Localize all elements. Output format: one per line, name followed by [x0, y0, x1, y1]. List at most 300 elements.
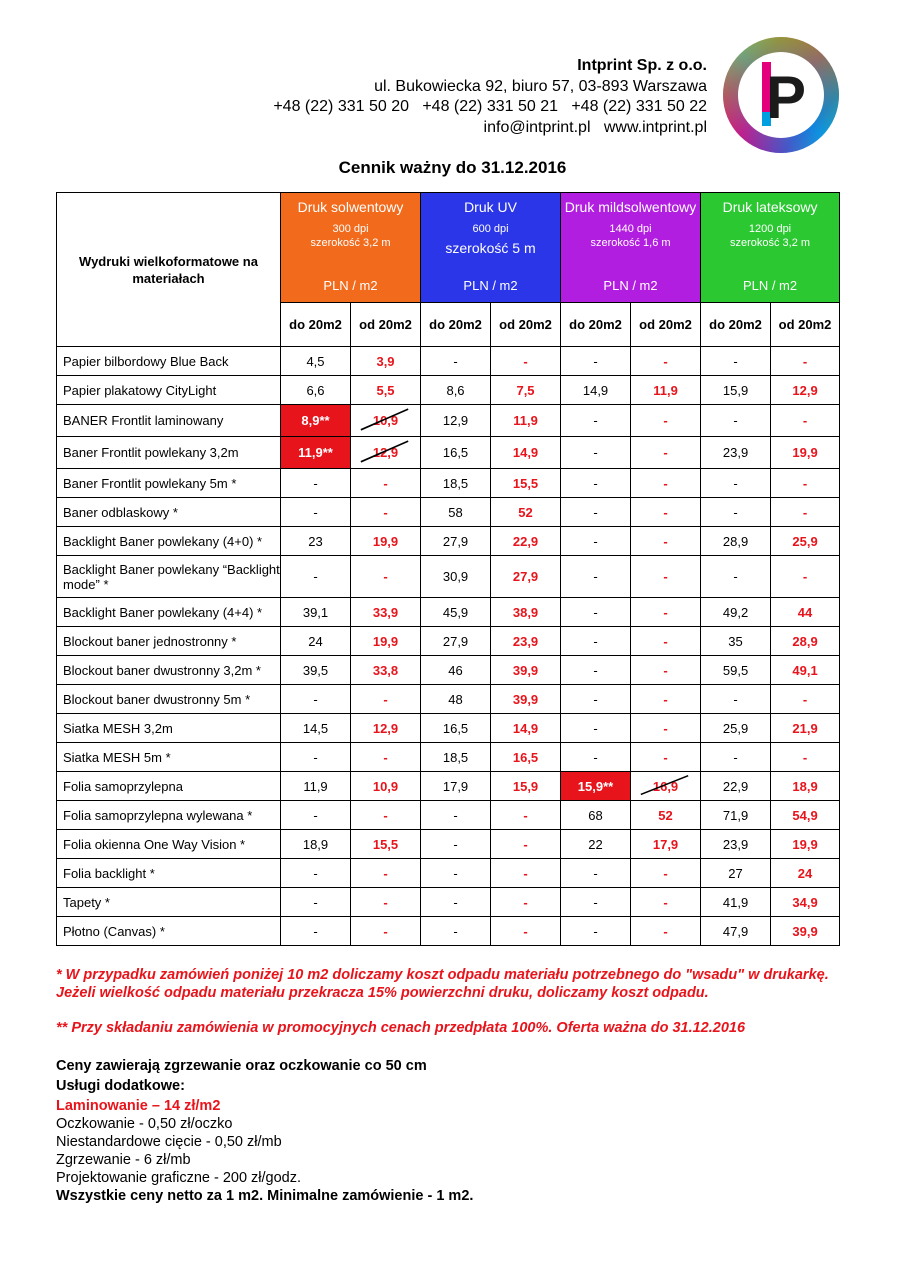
- price-value: -: [802, 475, 808, 491]
- tech-width: szerokość 5 m: [445, 240, 536, 256]
- price-cell: [281, 859, 351, 888]
- price-value: 11,9: [653, 382, 678, 398]
- price-cell: [561, 656, 631, 685]
- price-cell: [281, 801, 351, 830]
- material-name: Siatka MESH 5m *: [57, 743, 281, 772]
- tech-dpi: 1440 dpi: [609, 223, 652, 235]
- price-cell: [771, 888, 840, 917]
- price-value: 5,5: [376, 382, 395, 398]
- price-cell: [491, 469, 561, 498]
- price-value: -: [523, 836, 528, 852]
- price-cell: [491, 627, 561, 656]
- old-price: [631, 772, 701, 801]
- price-value: -: [733, 691, 738, 707]
- price-value: 14,5: [302, 720, 329, 736]
- table-row: [57, 772, 840, 801]
- price-value: -: [663, 633, 668, 649]
- company-contact: info@intprint.pl www.intprint.pl: [483, 118, 707, 136]
- price-value: 18,5: [442, 475, 469, 491]
- price-cell: [561, 527, 631, 556]
- price-cell: [491, 685, 561, 714]
- price-cell: [701, 598, 771, 627]
- price-value: -: [663, 662, 668, 678]
- price-cell: [491, 498, 561, 527]
- price-value: -: [453, 807, 458, 823]
- price-value: 22,9: [722, 778, 749, 794]
- price-cell: [421, 405, 491, 437]
- price-cell: [351, 556, 421, 598]
- price-value: 18,9: [792, 778, 818, 794]
- price-cell: [631, 376, 701, 405]
- service-item: Projektowanie graficzne - 200 zł/godz.: [56, 1170, 302, 1186]
- price-value: -: [313, 865, 318, 881]
- price-cell: [561, 347, 631, 376]
- final-note: Wszystkie ceny netto za 1 m2. Minimalne zamówienie - 1 m2.: [56, 1188, 474, 1204]
- price-value: -: [383, 923, 388, 939]
- price-cell: [491, 772, 561, 801]
- price-cell: [351, 656, 421, 685]
- company-address: ul. Bukowiecka 92, biuro 57, 03-893 Warszawa: [374, 77, 707, 95]
- price-value: 44: [797, 604, 813, 620]
- price-value: 8,6: [446, 382, 465, 398]
- price-value: -: [453, 836, 458, 852]
- price-cell: [281, 888, 351, 917]
- price-value: 16,9: [652, 778, 679, 794]
- price-cell: [421, 830, 491, 859]
- price-cell: [351, 859, 421, 888]
- logo-letter: P: [765, 64, 807, 131]
- price-cell: [281, 656, 351, 685]
- qty-header: od 20m2: [351, 303, 421, 347]
- footnotes: [56, 966, 846, 1037]
- price-cell: [701, 801, 771, 830]
- price-cell: [491, 437, 561, 469]
- price-cell: [491, 527, 561, 556]
- price-value: -: [383, 894, 388, 910]
- price-value: -: [383, 749, 388, 765]
- price-value: 46: [448, 662, 463, 678]
- price-value: 39,9: [512, 691, 539, 707]
- price-value: -: [663, 604, 668, 620]
- price-cell: [701, 376, 771, 405]
- price-cell: [771, 627, 840, 656]
- price-value: -: [593, 504, 598, 520]
- price-value: -: [802, 504, 808, 520]
- price-cell: [281, 376, 351, 405]
- price-cell: [771, 437, 840, 469]
- price-value: -: [593, 604, 598, 620]
- price-cell: [351, 598, 421, 627]
- price-cell: [771, 830, 840, 859]
- material-name: Backlight Baner powlekany “Backlight mode” *: [57, 556, 281, 598]
- price-value: 19,9: [792, 445, 818, 460]
- price-value: 27,9: [442, 633, 469, 649]
- price-value: -: [593, 533, 598, 549]
- price-cell: [561, 437, 631, 469]
- table-row: [57, 405, 840, 437]
- price-value: 35: [728, 633, 743, 649]
- price-cell: [421, 859, 491, 888]
- price-cell: [771, 656, 840, 685]
- price-value: 12,9: [442, 413, 469, 428]
- price-value: 15,9**: [577, 778, 614, 794]
- page-title: Cennik ważny do 31.12.2016: [338, 158, 567, 177]
- price-value: -: [523, 894, 528, 910]
- table-row: [57, 917, 840, 946]
- price-value: -: [313, 475, 318, 491]
- price-value: 12,9: [372, 445, 399, 460]
- price-value: -: [313, 894, 318, 910]
- price-value: 7,5: [516, 382, 535, 398]
- services-heading: Usługi dodatkowe:: [56, 1078, 185, 1094]
- price-cell: [491, 859, 561, 888]
- table-row: [57, 714, 840, 743]
- material-name: Płotno (Canvas) *: [57, 917, 281, 946]
- price-value: -: [593, 633, 598, 649]
- tech-name: Druk UV: [464, 199, 517, 215]
- price-value: -: [663, 445, 668, 460]
- price-cell: [351, 743, 421, 772]
- price-cell: [351, 772, 421, 801]
- tech-unit: PLN / m2: [603, 278, 658, 293]
- old-price: [351, 437, 421, 469]
- price-value: -: [593, 662, 598, 678]
- price-cell: [281, 627, 351, 656]
- qty-header: od 20m2: [631, 303, 701, 347]
- price-cell: [701, 437, 771, 469]
- price-cell: [771, 347, 840, 376]
- price-value: -: [523, 807, 528, 823]
- price-cell: [351, 830, 421, 859]
- price-value: 4,5: [306, 353, 325, 369]
- promo-price: [281, 405, 351, 437]
- price-value: 3,9: [376, 353, 395, 369]
- price-value: -: [802, 353, 808, 369]
- price-cell: [351, 685, 421, 714]
- price-value: 16,5: [512, 749, 539, 765]
- price-cell: [771, 405, 840, 437]
- tech-dpi: 1200 dpi: [748, 223, 792, 235]
- tech-name: Druk solwentowy: [297, 199, 404, 215]
- material-name: Backlight Baner powlekany (4+0) *: [57, 527, 281, 556]
- price-value: 27,9: [512, 569, 539, 584]
- price-value: -: [802, 569, 808, 584]
- included-services: Ceny zawierają zgrzewanie oraz oczkowanie co 50 cm: [56, 1058, 427, 1074]
- price-cell: [771, 469, 840, 498]
- price-cell: [771, 743, 840, 772]
- price-cell: [701, 685, 771, 714]
- qty-header: do 20m2: [701, 303, 771, 347]
- price-value: -: [523, 865, 528, 881]
- price-value: 41,9: [722, 894, 749, 910]
- qty-header: od 20m2: [771, 303, 840, 347]
- price-value: 23,9: [722, 445, 749, 460]
- price-value: 52: [518, 504, 533, 520]
- price-cell: [561, 801, 631, 830]
- price-cell: [491, 917, 561, 946]
- price-cell: [351, 888, 421, 917]
- price-value: 25,9: [792, 533, 818, 549]
- price-cell: [281, 498, 351, 527]
- price-value: -: [663, 533, 668, 549]
- tech-dpi: 300 dpi: [332, 223, 369, 235]
- price-value: 14,9: [512, 445, 539, 460]
- price-cell: [351, 917, 421, 946]
- price-cell: [701, 743, 771, 772]
- price-value: 24: [797, 865, 813, 881]
- price-value: 10,9: [372, 778, 399, 794]
- price-value: -: [663, 413, 668, 428]
- price-cell: [421, 469, 491, 498]
- price-cell: [491, 743, 561, 772]
- price-value: 71,9: [722, 807, 749, 823]
- material-name: Siatka MESH 3,2m: [57, 714, 281, 743]
- price-value: 11,9**: [298, 445, 333, 460]
- price-value: -: [313, 923, 318, 939]
- table-row: [57, 556, 840, 598]
- strikethrough-mark: [631, 772, 700, 800]
- price-cell: [631, 917, 701, 946]
- price-cell: [351, 469, 421, 498]
- price-value: 10,9: [372, 413, 399, 428]
- price-cell: [491, 656, 561, 685]
- price-value: 33,8: [372, 662, 399, 678]
- note-promo: ** Przy składaniu zamówienia w promocyjnych cenach przedpłata 100%. Oferta ważna do 31.12.2016: [56, 1020, 746, 1036]
- price-value: 28,9: [792, 633, 818, 649]
- price-value: 38,9: [512, 604, 539, 620]
- price-value: 23,9: [512, 633, 539, 649]
- price-cell: [421, 376, 491, 405]
- company-phones: +48 (22) 331 50 20 +48 (22) 331 50 21 +48 (22) 331 50 22: [273, 98, 707, 115]
- price-value: -: [383, 691, 388, 707]
- strikethrough-mark: [351, 405, 420, 436]
- price-value: 39,9: [792, 923, 818, 939]
- price-value: 33,9: [372, 604, 399, 620]
- price-cell: [281, 743, 351, 772]
- price-cell: [771, 527, 840, 556]
- price-cell: [561, 498, 631, 527]
- price-cell: [771, 917, 840, 946]
- price-cell: [421, 437, 491, 469]
- intprint-logo: [722, 36, 840, 154]
- price-cell: [631, 685, 701, 714]
- price-cell: [701, 627, 771, 656]
- table-row: [57, 527, 840, 556]
- material-name: Tapety *: [57, 888, 281, 917]
- price-value: 14,9: [582, 382, 609, 398]
- price-value: 19,9: [792, 836, 818, 852]
- price-cell: [351, 801, 421, 830]
- price-value: 47,9: [722, 923, 749, 939]
- price-cell: [631, 556, 701, 598]
- price-cell: [561, 917, 631, 946]
- price-cell: [631, 598, 701, 627]
- price-value: 18,5: [442, 749, 469, 765]
- table-row: [57, 888, 840, 917]
- price-cell: [701, 405, 771, 437]
- price-cell: [701, 917, 771, 946]
- tech-header: [561, 193, 701, 303]
- price-value: 18,9: [302, 836, 329, 852]
- price-cell: [491, 556, 561, 598]
- price-cell: [631, 498, 701, 527]
- price-value: -: [383, 807, 388, 823]
- price-cell: [421, 627, 491, 656]
- price-value: 24: [308, 633, 323, 649]
- price-value: 23,9: [722, 836, 749, 852]
- price-value: 12,9: [792, 382, 818, 398]
- material-name: Folia samoprzylepna wylewana *: [57, 801, 281, 830]
- material-name: Papier plakatowy CityLight: [57, 376, 281, 405]
- price-value: 11,9: [303, 778, 328, 794]
- material-name: Backlight Baner powlekany (4+4) *: [57, 598, 281, 627]
- tech-header: [421, 193, 561, 303]
- price-value: -: [663, 475, 668, 491]
- price-cell: [421, 743, 491, 772]
- price-value: 52: [658, 807, 673, 823]
- material-name: Baner odblaskowy *: [57, 498, 281, 527]
- price-cell: [561, 376, 631, 405]
- price-cell: [491, 714, 561, 743]
- material-name: Blockout baner dwustronny 5m *: [57, 685, 281, 714]
- price-value: -: [593, 353, 598, 369]
- price-cell: [771, 685, 840, 714]
- price-cell: [701, 469, 771, 498]
- price-cell: [701, 527, 771, 556]
- price-value: 16,5: [442, 445, 469, 460]
- price-cell: [561, 627, 631, 656]
- company-header: [273, 56, 707, 138]
- price-cell: [631, 859, 701, 888]
- price-cell: [491, 376, 561, 405]
- table-row: [57, 437, 840, 469]
- price-cell: [631, 743, 701, 772]
- price-value: -: [663, 353, 668, 369]
- price-value: -: [593, 691, 598, 707]
- price-cell: [631, 527, 701, 556]
- price-value: -: [593, 413, 598, 428]
- strikethrough-mark: [351, 437, 420, 468]
- price-value: -: [663, 923, 668, 939]
- price-value: 22,9: [512, 533, 539, 549]
- price-cell: [561, 888, 631, 917]
- price-value: -: [593, 445, 598, 460]
- price-value: -: [663, 749, 668, 765]
- price-value: -: [733, 353, 738, 369]
- price-cell: [351, 498, 421, 527]
- price-cell: [421, 801, 491, 830]
- company-name: Intprint Sp. z o.o.: [577, 57, 707, 74]
- material-name: Folia backlight *: [57, 859, 281, 888]
- price-value: 19,9: [372, 533, 399, 549]
- price-cell: [491, 598, 561, 627]
- price-value: -: [663, 569, 668, 584]
- price-value: -: [593, 865, 598, 881]
- table-row: [57, 859, 840, 888]
- table-row: [57, 685, 840, 714]
- price-cell: [631, 405, 701, 437]
- price-cell: [421, 917, 491, 946]
- price-value: -: [593, 569, 598, 584]
- price-value: 11,9: [513, 413, 538, 428]
- price-cell: [421, 714, 491, 743]
- price-cell: [771, 801, 840, 830]
- table-row: [57, 347, 840, 376]
- price-cell: [561, 714, 631, 743]
- price-cell: [631, 830, 701, 859]
- price-value: 12,9: [372, 720, 399, 736]
- price-value: -: [733, 504, 738, 520]
- price-value: 8,9**: [301, 413, 330, 428]
- price-cell: [281, 685, 351, 714]
- price-cell: [561, 859, 631, 888]
- qty-header: do 20m2: [281, 303, 351, 347]
- price-cell: [421, 598, 491, 627]
- price-cell: [281, 469, 351, 498]
- price-cell: [421, 347, 491, 376]
- additional-services: [56, 1057, 473, 1205]
- old-price: [351, 405, 421, 437]
- price-value: 25,9: [722, 720, 749, 736]
- price-value: 27,9: [442, 533, 469, 549]
- price-cell: [631, 347, 701, 376]
- price-cell: [701, 714, 771, 743]
- price-cell: [421, 527, 491, 556]
- price-cell: [281, 527, 351, 556]
- table-corner-label: Wydruki wielkoformatowe na materiałach: [57, 193, 281, 347]
- price-cell: [771, 376, 840, 405]
- price-value: -: [733, 413, 738, 428]
- price-value: 14,9: [512, 720, 539, 736]
- price-table: [56, 192, 840, 946]
- tech-unit: PLN / m2: [742, 278, 798, 293]
- price-value: 39,1: [302, 604, 329, 620]
- table-row: [57, 830, 840, 859]
- material-name: Folia okienna One Way Vision *: [57, 830, 281, 859]
- price-value: -: [313, 569, 318, 584]
- price-cell: [631, 627, 701, 656]
- service-laminowanie: Laminowanie – 14 zł/m2: [56, 1098, 221, 1114]
- price-value: -: [663, 894, 668, 910]
- price-cell: [351, 627, 421, 656]
- price-value: 34,9: [792, 894, 818, 910]
- price-value: -: [593, 475, 598, 491]
- price-value: -: [663, 504, 668, 520]
- price-value: 54,9: [792, 807, 818, 823]
- price-value: 22: [588, 836, 603, 852]
- price-value: 68: [588, 807, 603, 823]
- price-value: 39,5: [302, 662, 329, 678]
- price-cell: [561, 598, 631, 627]
- table-row: [57, 598, 840, 627]
- tech-unit: PLN / m2: [463, 278, 518, 293]
- material-name: Baner Frontlit powlekany 3,2m: [57, 437, 281, 469]
- material-name: BANER Frontlit laminowany: [57, 405, 281, 437]
- tech-width: szerokość 1,6 m: [590, 237, 671, 249]
- price-cell: [701, 656, 771, 685]
- price-value: -: [523, 923, 528, 939]
- price-cell: [771, 772, 840, 801]
- price-cell: [281, 598, 351, 627]
- price-cell: [491, 801, 561, 830]
- price-value: -: [313, 749, 318, 765]
- price-cell: [281, 830, 351, 859]
- price-value: -: [663, 865, 668, 881]
- price-value: -: [453, 923, 458, 939]
- price-value: 15,5: [512, 475, 539, 491]
- service-item: Niestandardowe cięcie - 0,50 zł/mb: [56, 1134, 282, 1150]
- price-value: 30,9: [442, 569, 469, 584]
